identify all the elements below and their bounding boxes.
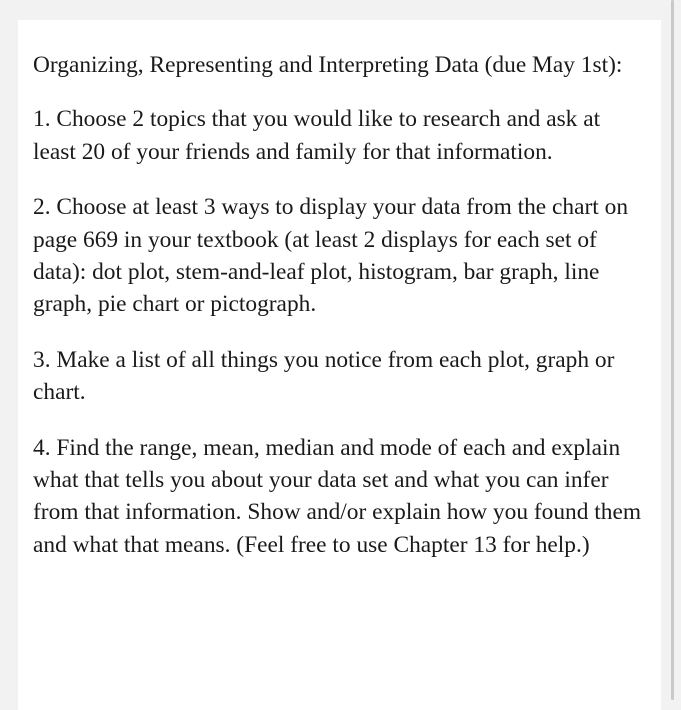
vertical-scrollbar[interactable] bbox=[671, 0, 674, 700]
document-card bbox=[18, 20, 661, 710]
assignment-content bbox=[33, 49, 648, 584]
instruction-item-1: 1. Choose 2 topics that you would like to research and ask at least 20 of your friends and family for that information. bbox=[33, 106, 601, 165]
instruction-item-3: 3. Make a list of all things you notice from each plot, graph or chart. bbox=[33, 346, 615, 406]
assignment-title: Organizing, Representing and Interpreting Data (due May 1st): bbox=[33, 52, 623, 78]
instruction-item-2: 2. Choose at least 3 ways to display your data from the chart on page 669 in your textbook (at least 2 displays for each set of data): dot plot, stem-and-leaf plot, histogram, bar graph, line graph, pie chart or pictograph. bbox=[33, 194, 629, 318]
instruction-item-4: 4. Find the range, mean, median and mode of each and explain what that tells you about your data set and what you can infer from that information. Show and/or explain how you found them and what that means. (Feel free to use Chapter 13 for help.) bbox=[33, 434, 642, 558]
